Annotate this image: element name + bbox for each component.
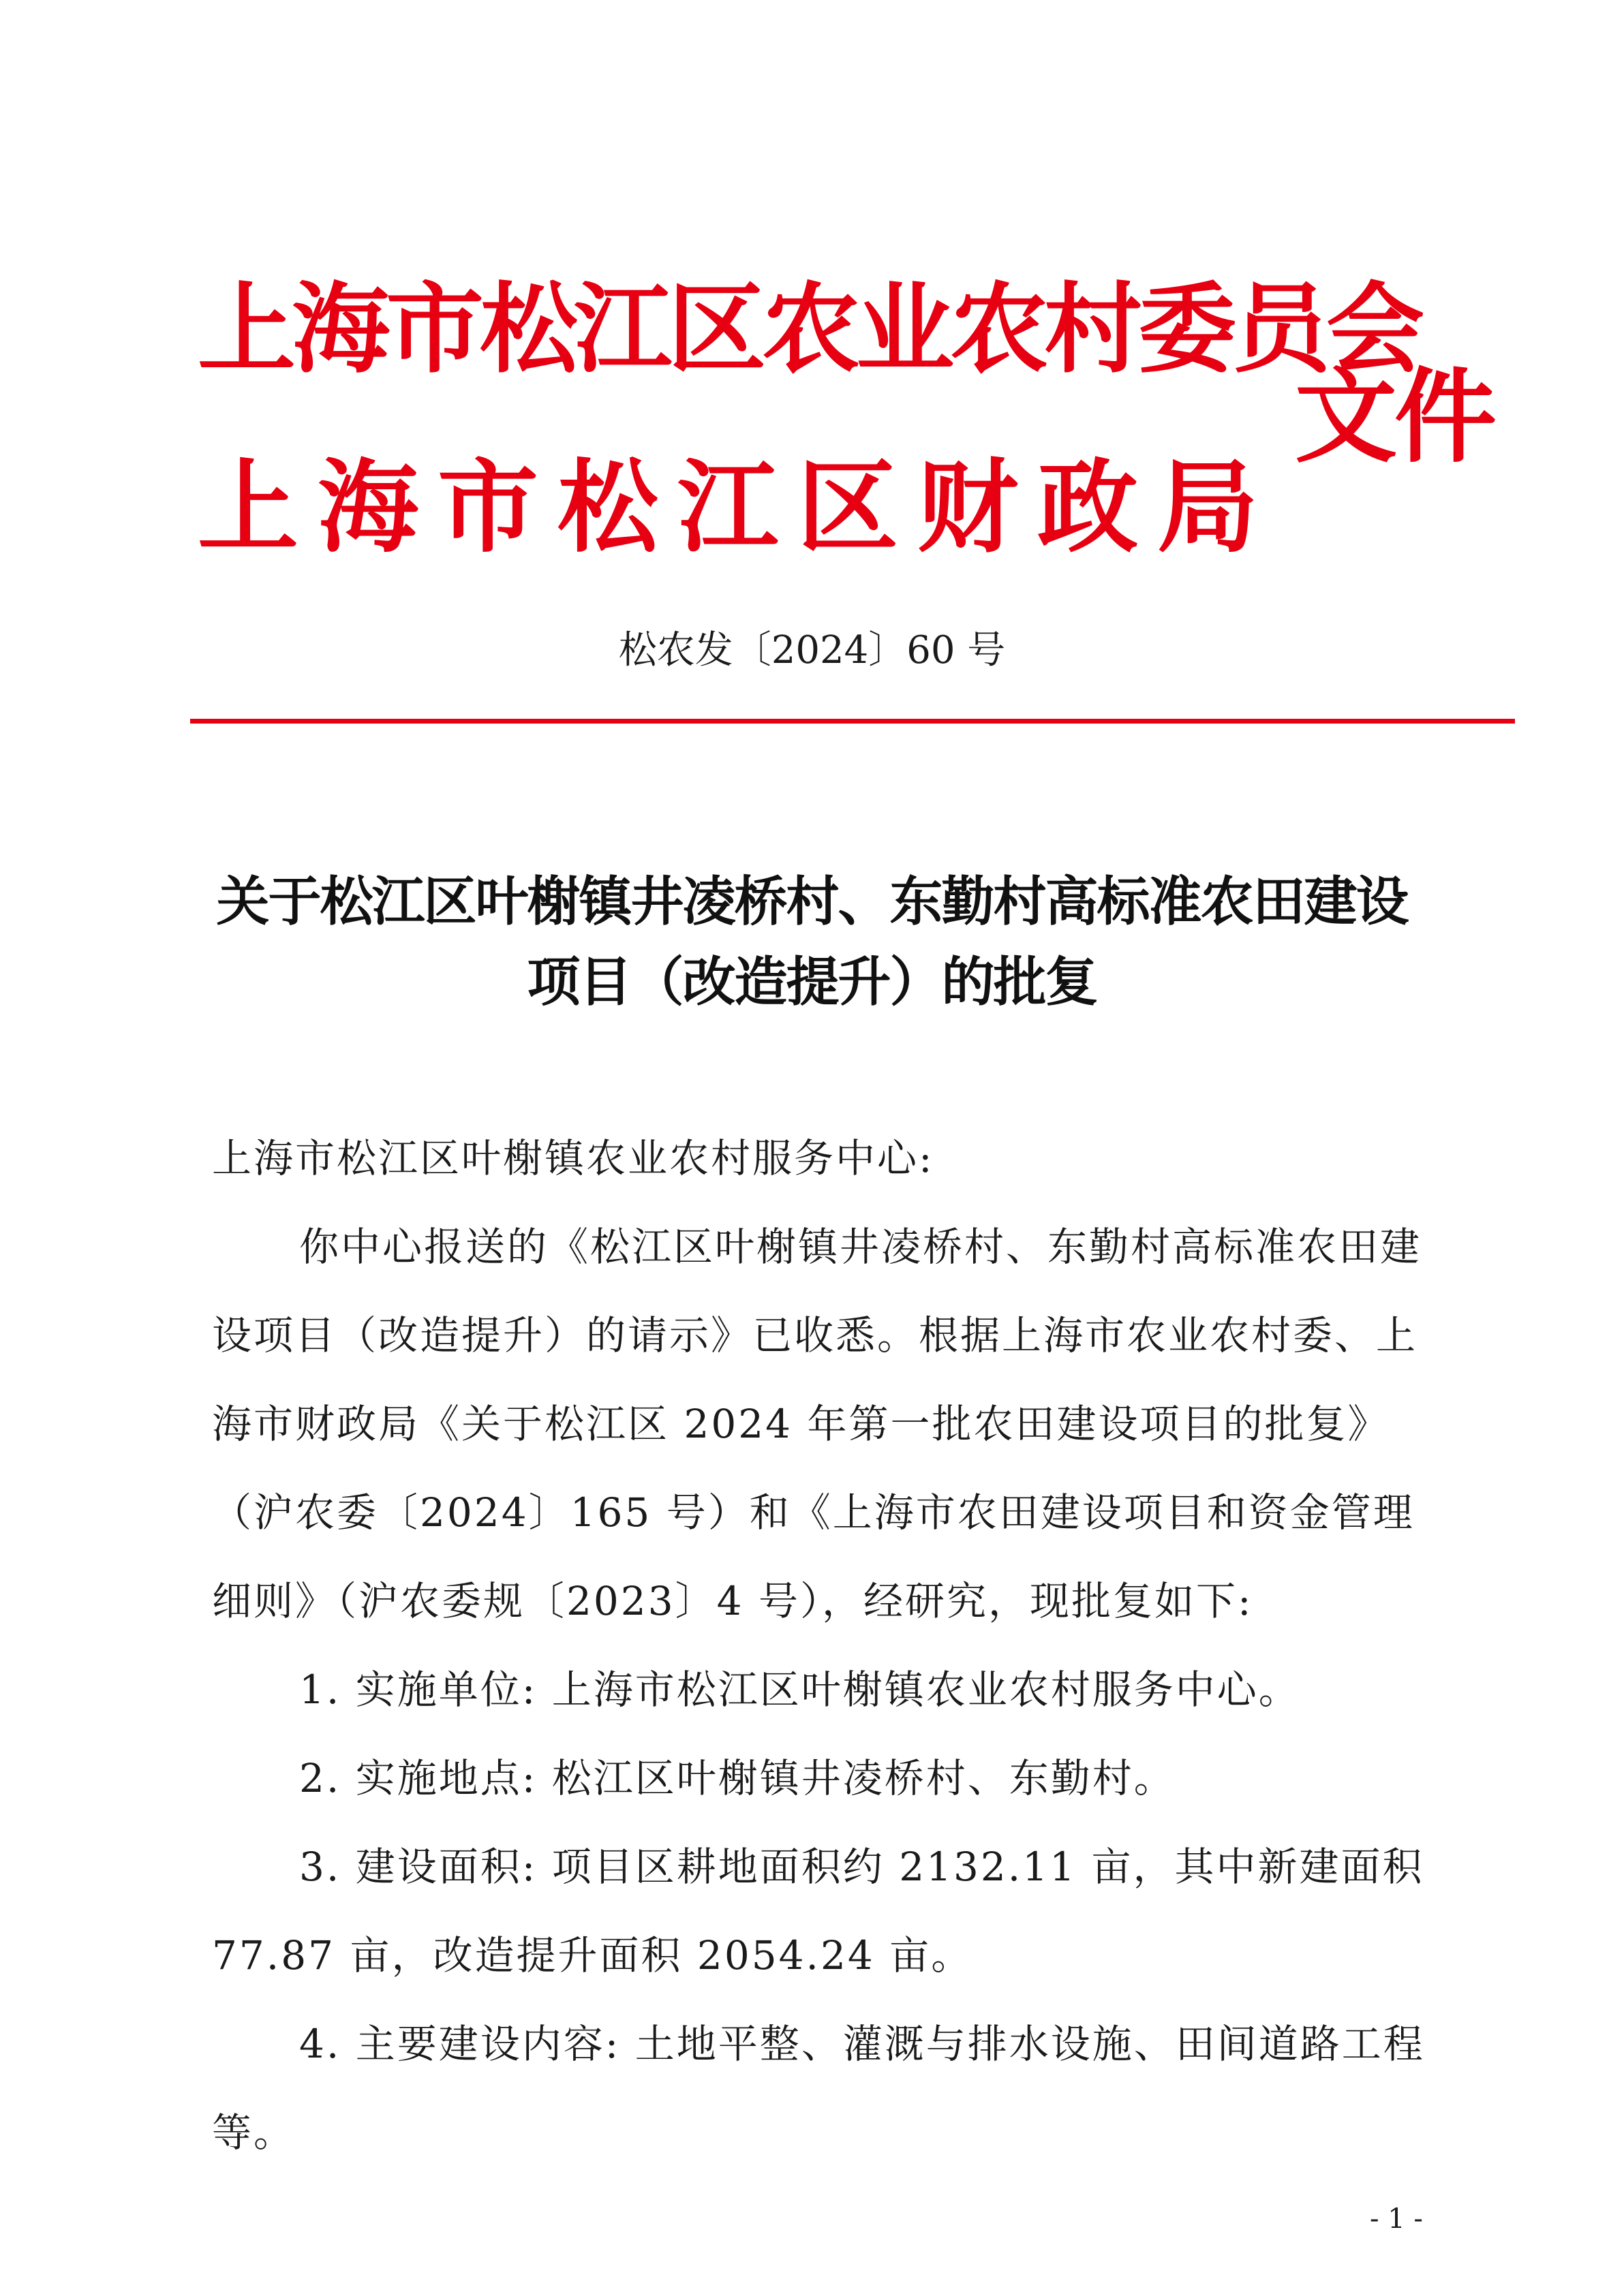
- issuer-name-finance-bureau: 上海市松江区财政局: [198, 449, 1277, 566]
- body-item-main-content: 4. 主要建设内容: 土地平整、灌溉与排水设施、田间道路工程等。: [212, 2021, 1425, 2156]
- document-number: 松农发〔2024〕60 号: [618, 628, 1006, 672]
- red-divider-line: [190, 719, 1515, 724]
- document-title-line-1: 关于松江区叶榭镇井凌桥村、东勤村高标准农田建设: [216, 871, 1408, 933]
- document-title-line-2: 项目（改造提升）的批复: [527, 952, 1097, 1013]
- issuer-suffix-document: 文件: [1295, 358, 1495, 477]
- salutation: 上海市松江区叶榭镇农业农村服务中心:: [212, 1135, 934, 1181]
- issuer-name-agriculture-committee: 上海市松江区农业农村委员会: [198, 272, 1421, 386]
- document-body: [212, 1114, 1425, 2177]
- body-item-construction-area: 3. 建设面积: 项目区耕地面积约 2132.11 亩，其中新建面积 77.87 亩，改造提升面积 2054.24 亩。: [212, 1844, 1424, 1979]
- body-item-location: 2. 实施地点: 松江区叶榭镇井凌桥村、东勤村。: [299, 1755, 1176, 1801]
- body-item-implementing-unit: 1. 实施单位: 上海市松江区叶榭镇农业农村服务中心。: [299, 1666, 1300, 1713]
- page-number: - 1 -: [1370, 2203, 1423, 2235]
- body-paragraph-intro: 你中心报送的《松江区叶榭镇井凌桥村、东勤村高标准农田建设项目（改造提升）的请示》已收悉。根据上海市农业农村委、上海市财政局《关于松江区 2024 年第一批农田建设项目的批复》（沪农委〔2024〕165 号）和《上海市农田建设项目和资金管理细则》（沪农委规〔2023〕4 号），经研究，现批复如下:: [212, 1224, 1422, 1624]
